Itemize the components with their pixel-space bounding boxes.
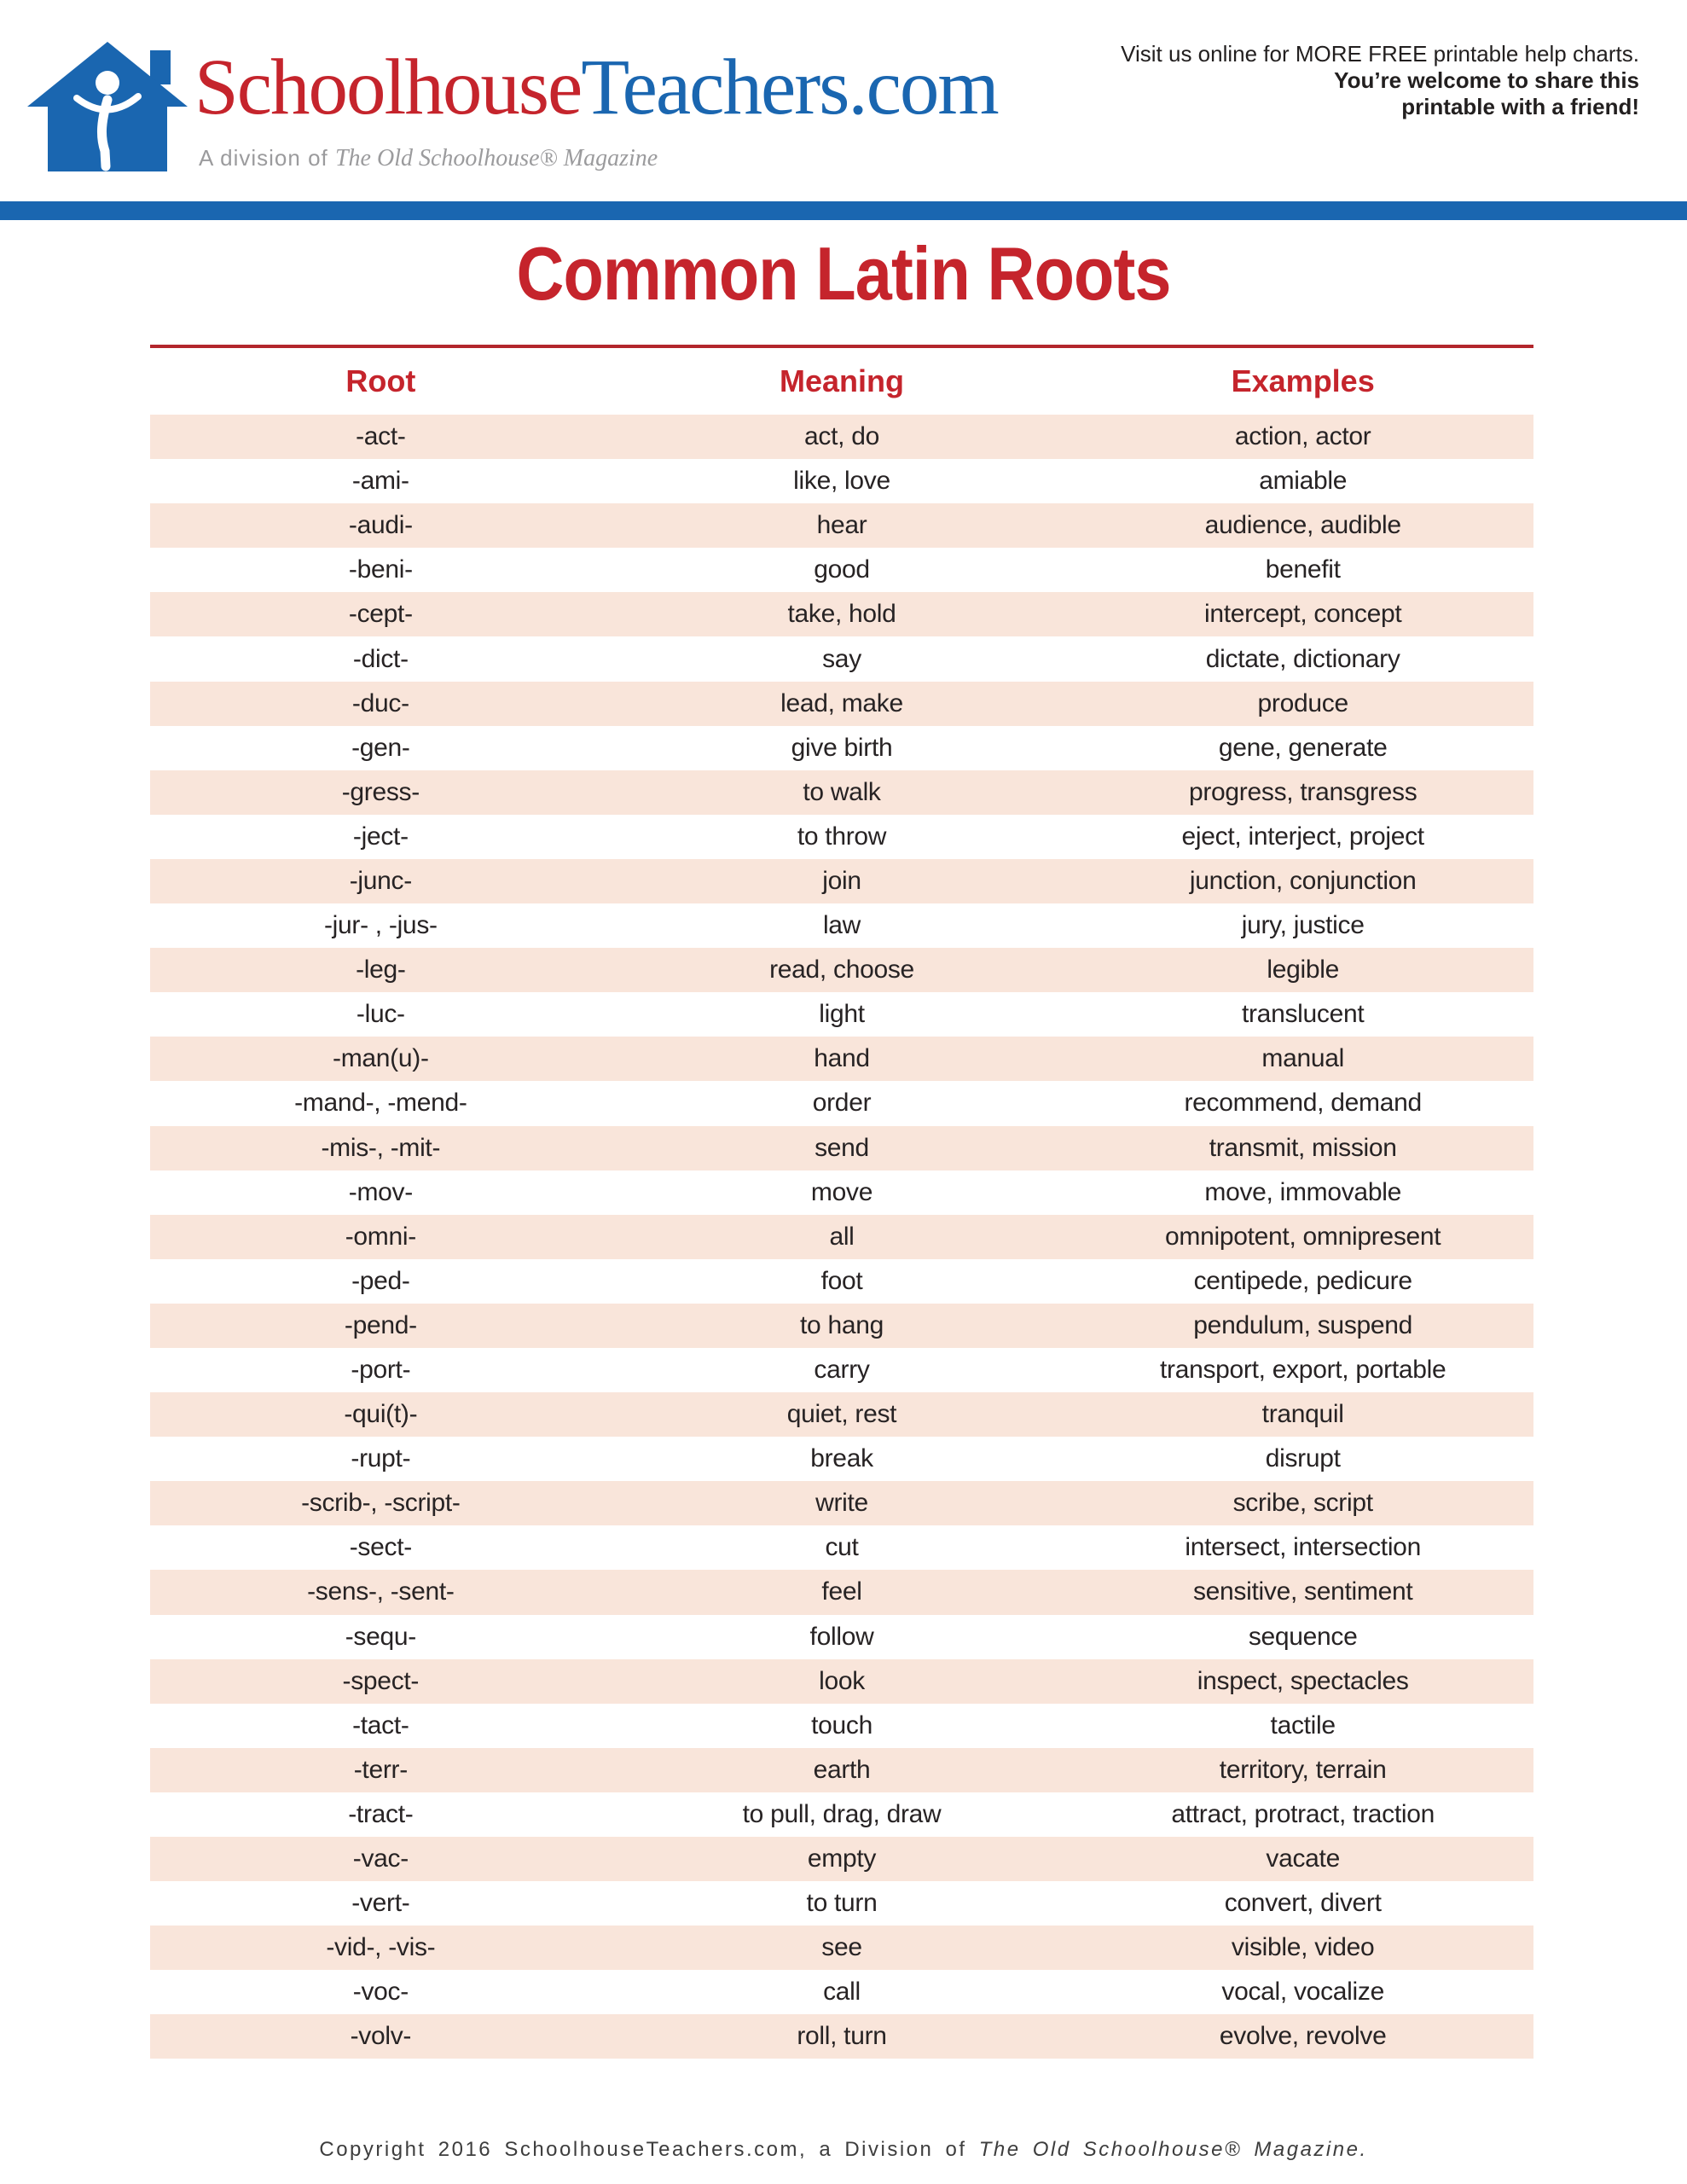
root-cell: -mov- xyxy=(348,1177,413,1206)
table-row xyxy=(150,548,1533,592)
table-row xyxy=(150,1970,1533,2014)
tagline-magazine: The Old Schoolhouse® Magazine xyxy=(334,145,658,171)
meaning-cell: hear xyxy=(816,511,867,540)
root-cell: -ami- xyxy=(351,467,409,496)
meaning-cell: see xyxy=(821,1933,862,1962)
table-row xyxy=(150,415,1533,459)
root-cell: -terr- xyxy=(353,1755,408,1784)
root-cell: -audi- xyxy=(348,511,413,540)
root-cell: -volv- xyxy=(350,2022,412,2051)
table-row xyxy=(150,1304,1533,1348)
table-row xyxy=(150,1437,1533,1481)
root-cell: -sens-, -sent- xyxy=(307,1577,455,1606)
examples-cell: scribe, script xyxy=(1232,1489,1373,1518)
meaning-cell: light xyxy=(819,1000,865,1029)
table-row xyxy=(150,1525,1533,1570)
table-row xyxy=(150,1126,1533,1170)
examples-cell: benefit xyxy=(1265,555,1341,584)
column-header-root: Root xyxy=(345,363,416,398)
examples-cell: action, actor xyxy=(1234,422,1371,451)
table-row xyxy=(150,1348,1533,1392)
root-cell: -tact- xyxy=(352,1711,409,1740)
brand-wordmark xyxy=(194,44,998,131)
root-cell: -beni- xyxy=(348,555,413,584)
table-row xyxy=(150,1926,1533,1970)
table-row xyxy=(150,903,1533,948)
column-header-meaning: Meaning xyxy=(780,363,905,398)
table-row xyxy=(150,1037,1533,1081)
examples-cell: omnipotent, omnipresent xyxy=(1165,1222,1441,1251)
meaning-cell: lead, make xyxy=(780,688,903,717)
brand-tagline xyxy=(199,145,658,172)
meaning-cell: to turn xyxy=(806,1889,878,1918)
column-header-examples: Examples xyxy=(1231,363,1375,398)
root-cell: -luc- xyxy=(356,1000,405,1029)
meaning-cell: act, do xyxy=(804,422,879,451)
table-row xyxy=(150,592,1533,636)
title-rule xyxy=(150,345,1533,348)
table-row xyxy=(150,1392,1533,1437)
examples-cell: produce xyxy=(1257,688,1348,717)
table-row xyxy=(150,1837,1533,1881)
table-row xyxy=(150,2014,1533,2059)
copyright-regular: Copyright 2016 SchoolhouseTeachers.com, a Division of xyxy=(319,2138,979,2161)
examples-cell: move, immovable xyxy=(1204,1177,1401,1206)
meaning-cell: write xyxy=(815,1489,868,1518)
root-cell: -gen- xyxy=(351,733,410,762)
meaning-cell: feel xyxy=(821,1577,862,1606)
table-row xyxy=(150,503,1533,548)
root-cell: -leg- xyxy=(356,956,406,985)
root-cell: -vac- xyxy=(352,1844,409,1873)
examples-cell: attract, protract, traction xyxy=(1171,1799,1435,1828)
root-cell: -sect- xyxy=(349,1533,412,1562)
promo-line-3: printable with a friend! xyxy=(1401,94,1639,119)
examples-cell: legible xyxy=(1267,956,1339,985)
page-title: Common Latin Roots xyxy=(516,231,1171,316)
meaning-cell: order xyxy=(812,1089,872,1118)
root-cell: -tract- xyxy=(348,1799,414,1828)
root-cell: -vid-, -vis- xyxy=(326,1933,436,1962)
roots-table xyxy=(150,415,1533,2059)
root-cell: -ject- xyxy=(352,822,409,851)
meaning-cell: all xyxy=(829,1222,855,1251)
meaning-cell: to throw xyxy=(797,822,887,851)
root-cell: -jur- , -jus- xyxy=(323,911,438,940)
meaning-cell: earth xyxy=(813,1755,871,1784)
examples-cell: vocal, vocalize xyxy=(1221,1978,1384,2007)
examples-cell: evolve, revolve xyxy=(1219,2022,1387,2051)
meaning-cell: move xyxy=(810,1177,873,1206)
root-cell: -ped- xyxy=(351,1266,410,1295)
meaning-cell: good xyxy=(814,555,870,584)
table-column-headers xyxy=(150,363,1533,399)
examples-cell: translucent xyxy=(1241,1000,1365,1029)
table-row xyxy=(150,815,1533,859)
tagline-prefix: A division of xyxy=(199,145,335,171)
promo-line-1: Visit us online for MORE FREE printable help charts. xyxy=(1121,41,1639,67)
copyright-line xyxy=(0,2138,1687,2162)
root-cell: -cept- xyxy=(348,600,413,629)
root-cell: -spect- xyxy=(342,1666,420,1695)
table-row xyxy=(150,1881,1533,1926)
examples-cell: eject, interject, project xyxy=(1181,822,1424,851)
promo-text xyxy=(1121,41,1639,120)
table-row xyxy=(150,726,1533,770)
root-cell: -mand-, -mend- xyxy=(294,1089,467,1118)
examples-cell: progress, transgress xyxy=(1188,777,1417,806)
meaning-cell: quiet, rest xyxy=(786,1400,897,1429)
root-cell: -pend- xyxy=(344,1310,417,1339)
table-row xyxy=(150,1170,1533,1215)
meaning-cell: break xyxy=(810,1444,873,1473)
examples-cell: recommend, demand xyxy=(1184,1089,1422,1118)
meaning-cell: to walk xyxy=(803,777,881,806)
examples-cell: intercept, concept xyxy=(1203,600,1402,629)
examples-cell: intersect, intersection xyxy=(1185,1533,1421,1562)
root-cell: -act- xyxy=(356,422,406,451)
table-row xyxy=(150,1570,1533,1614)
root-cell: -rupt- xyxy=(351,1444,411,1473)
examples-cell: pendulum, suspend xyxy=(1193,1310,1413,1339)
brand-wordmark-teachers: Teachers.com xyxy=(581,44,998,131)
examples-cell: tactile xyxy=(1270,1711,1336,1740)
table-row xyxy=(150,1792,1533,1837)
meaning-cell: roll, turn xyxy=(797,2022,887,2051)
root-cell: -port- xyxy=(351,1356,411,1385)
meaning-cell: cut xyxy=(825,1533,859,1562)
examples-cell: territory, terrain xyxy=(1219,1755,1387,1784)
meaning-cell: touch xyxy=(811,1711,872,1740)
meaning-cell: empty xyxy=(807,1844,877,1873)
examples-cell: jury, justice xyxy=(1241,911,1365,940)
table-row xyxy=(150,1081,1533,1125)
examples-cell: inspect, spectacles xyxy=(1197,1666,1409,1695)
meaning-cell: call xyxy=(823,1978,861,2007)
meaning-cell: send xyxy=(815,1133,869,1162)
examples-cell: junction, conjunction xyxy=(1189,866,1417,895)
examples-cell: disrupt xyxy=(1265,1444,1341,1473)
root-cell: -mis-, -mit- xyxy=(321,1133,441,1162)
examples-cell: tranquil xyxy=(1261,1400,1344,1429)
copyright-italic: The Old Schoolhouse® Magazine. xyxy=(978,2138,1368,2161)
meaning-cell: law xyxy=(822,911,861,940)
examples-cell: vacate xyxy=(1266,1844,1340,1873)
table-row xyxy=(150,636,1533,681)
meaning-cell: like, love xyxy=(793,467,890,496)
table-row xyxy=(150,1704,1533,1748)
root-cell: -vert- xyxy=(351,1889,410,1918)
schoolhouse-logo-icon xyxy=(26,38,189,172)
table-row xyxy=(150,1748,1533,1792)
meaning-cell: join xyxy=(822,866,861,895)
table-row xyxy=(150,682,1533,726)
root-cell: -omni- xyxy=(345,1222,416,1251)
examples-cell: audience, audible xyxy=(1204,511,1401,540)
table-row xyxy=(150,948,1533,992)
brand-wordmark-schoolhouse: Schoolhouse xyxy=(194,44,582,131)
examples-cell: manual xyxy=(1261,1044,1344,1073)
meaning-cell: foot xyxy=(820,1266,863,1295)
meaning-cell: follow xyxy=(809,1622,874,1651)
table-row xyxy=(150,459,1533,503)
table-row xyxy=(150,859,1533,903)
meaning-cell: look xyxy=(819,1666,865,1695)
examples-cell: visible, video xyxy=(1231,1933,1375,1962)
table-row xyxy=(150,1259,1533,1304)
root-cell: -sequ- xyxy=(345,1622,416,1651)
examples-cell: centipede, pedicure xyxy=(1193,1266,1412,1295)
divider-bar xyxy=(0,201,1687,220)
root-cell: -gress- xyxy=(341,777,420,806)
table-row xyxy=(150,1481,1533,1525)
root-cell: -voc- xyxy=(352,1978,409,2007)
table-row xyxy=(150,1215,1533,1259)
examples-cell: convert, divert xyxy=(1224,1889,1382,1918)
meaning-cell: read, choose xyxy=(769,956,914,985)
root-cell: -man(u)- xyxy=(333,1044,429,1073)
examples-cell: sequence xyxy=(1248,1622,1358,1651)
examples-cell: dictate, dictionary xyxy=(1205,644,1400,673)
meaning-cell: to hang xyxy=(800,1310,884,1339)
meaning-cell: carry xyxy=(814,1356,870,1385)
root-cell: -scrib-, -script- xyxy=(301,1489,461,1518)
root-cell: -duc- xyxy=(351,688,409,717)
table-row xyxy=(150,770,1533,815)
meaning-cell: say xyxy=(822,644,861,673)
meaning-cell: to pull, drag, draw xyxy=(742,1799,942,1828)
root-cell: -junc- xyxy=(349,866,412,895)
table-row xyxy=(150,1615,1533,1659)
root-cell: -qui(t)- xyxy=(344,1400,418,1429)
table-row xyxy=(150,1659,1533,1704)
meaning-cell: hand xyxy=(814,1044,870,1073)
table-row xyxy=(150,992,1533,1037)
promo-line-2: You’re welcome to share this xyxy=(1334,67,1639,93)
examples-cell: transmit, mission xyxy=(1209,1133,1397,1162)
examples-cell: transport, export, portable xyxy=(1159,1356,1446,1385)
root-cell: -dict- xyxy=(352,644,409,673)
examples-cell: sensitive, sentiment xyxy=(1192,1577,1413,1606)
examples-cell: gene, generate xyxy=(1218,733,1388,762)
meaning-cell: take, hold xyxy=(787,600,896,629)
examples-cell: amiable xyxy=(1259,467,1348,496)
meaning-cell: give birth xyxy=(791,733,893,762)
